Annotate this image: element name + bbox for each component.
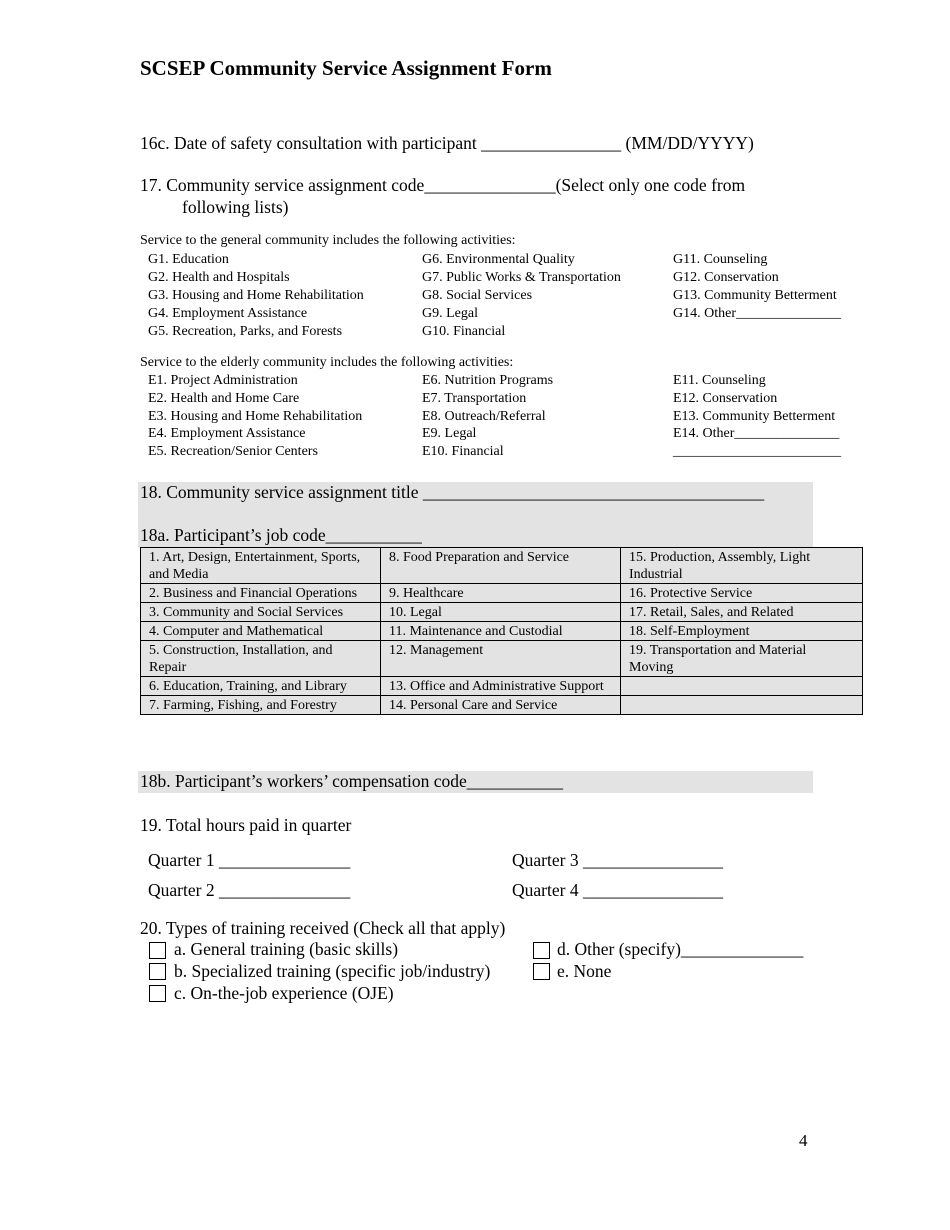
q18-title-field[interactable]: _______________________________________ [422,482,765,502]
table-cell [621,696,863,715]
training-c-label: c. On-the-job experience (OJE) [174,983,394,1003]
form-title: SCSEP Community Service Assignment Form [140,56,552,80]
elderly-codes-col3 [673,372,841,461]
table-row [141,548,863,584]
training-a-label: a. General training (basic skills) [174,939,399,959]
table-cell: 13. Office and Administrative Support [381,677,621,696]
training-e-label: e. None [557,961,612,981]
code-option: E7. Transportation [422,390,527,406]
table-cell: 12. Management [381,641,621,677]
q17-label: 17. Community service assignment code_______________(Select only one code from [140,175,746,195]
table-cell: 3. Community and Social Services [141,603,381,622]
table-row [141,584,863,603]
code-option: E13. Community Betterment [673,408,836,424]
table-cell [621,677,863,696]
quarter-1-field[interactable]: Quarter 1 _______________ [148,850,351,870]
code-option: E4. Employment Assistance [148,426,306,442]
training-e-checkbox[interactable] [533,963,550,980]
quarter-4-field[interactable]: Quarter 4 ________________ [512,880,723,900]
training-c-checkbox[interactable] [149,985,166,1002]
code-option: E11. Counseling [673,373,766,388]
elderly-codes-col1 [148,372,362,461]
code-option: G12. Conservation [673,270,779,285]
table-cell: 7. Farming, Fishing, and Forestry [141,696,381,715]
code-option: E10. Financial [422,444,504,459]
code-option-other-line[interactable]: ________________________ [673,444,841,459]
general-codes-col3 [673,251,841,323]
table-cell: 17. Retail, Sales, and Related [621,603,863,622]
code-option: G1. Education [148,252,229,267]
table-row [141,696,863,715]
code-option: E9. Legal [422,426,477,442]
q18-label: 18. Community service assignment title [140,482,419,502]
code-option: G3. Housing and Home Rehabilitation [148,288,364,303]
table-row [141,641,863,677]
table-cell: 4. Computer and Mathematical [141,622,381,641]
table-cell: 16. Protective Service [621,584,863,603]
table-cell: 15. Production, Assembly, Light Industrial [621,548,863,584]
q16c-date-field[interactable]: ________________ [481,133,622,153]
table-cell: 1. Art, Design, Entertainment, Sports, and Media [141,548,381,584]
code-option: G2. Health and Hospitals [148,270,290,285]
code-option: G4. Employment Assistance [148,306,308,321]
table-cell: 8. Food Preparation and Service [381,548,621,584]
quarter-3-field[interactable]: Quarter 3 ________________ [512,850,723,870]
q18-line [140,482,764,503]
training-b-checkbox[interactable] [149,963,166,980]
elderly-community-intro: Service to the elderly community includes the following activities: [140,355,514,370]
code-option: G5. Recreation, Parks, and Forests [148,324,343,339]
q18b-comp-code-field[interactable]: 18b. Participant’s workers’ compensation code___________ [140,771,563,791]
code-option: G9. Legal [422,306,478,321]
general-codes-col2 [422,251,621,341]
quarter-2-field[interactable]: Quarter 2 _______________ [148,880,351,900]
code-option-other[interactable]: G14. Other_______________ [673,306,841,321]
training-d-label[interactable]: d. Other (specify)______________ [557,939,804,959]
page-number: 4 [799,1131,808,1150]
table-row [141,622,863,641]
training-d-checkbox[interactable] [533,942,550,959]
table-cell: 14. Personal Care and Service [381,696,621,715]
table-cell: 18. Self-Employment [621,622,863,641]
code-option: E12. Conservation [673,390,778,406]
code-option: G13. Community Betterment [673,288,837,303]
table-cell: 10. Legal [381,603,621,622]
q16c-label: 16c. Date of safety consultation with participant [140,133,477,153]
table-cell: 9. Healthcare [381,584,621,603]
general-codes-col1 [148,251,364,341]
training-a-checkbox[interactable] [149,942,166,959]
general-community-intro: Service to the general community includes the following activities: [140,233,516,248]
elderly-codes-col2 [422,372,553,461]
q19-label: 19. Total hours paid in quarter [140,815,352,835]
q16c-line [140,133,754,154]
q17-label-cont: following lists) [182,197,289,217]
code-option: G7. Public Works & Transportation [422,270,621,285]
q16c-date-format: (MM/DD/YYYY) [625,133,754,153]
code-option-other[interactable]: E14. Other_______________ [673,426,840,442]
code-option: E6. Nutrition Programs [422,373,554,388]
code-option: E8. Outreach/Referral [422,408,546,424]
table-cell: 2. Business and Financial Operations [141,584,381,603]
code-option: E5. Recreation/Senior Centers [148,444,318,459]
code-option: G11. Counseling [673,252,768,267]
q20-label: 20. Types of training received (Check all that apply) [140,918,506,938]
code-option: G10. Financial [422,324,506,339]
table-cell: 6. Education, Training, and Library [141,677,381,696]
table-cell: 19. Transportation and Material Moving [621,641,863,677]
code-option: E1. Project Administration [148,373,298,388]
code-option: E2. Health and Home Care [148,390,300,406]
q18a-job-code-field[interactable]: 18a. Participant’s job code___________ [140,525,422,545]
code-option: G6. Environmental Quality [422,252,575,267]
table-cell: 5. Construction, Installation, and Repair [141,641,381,677]
code-option: E3. Housing and Home Rehabilitation [148,408,363,424]
table-row [141,603,863,622]
code-option: G8. Social Services [422,288,533,303]
training-b-label: b. Specialized training (specific job/industry) [174,961,491,981]
table-row [141,677,863,696]
table-cell: 11. Maintenance and Custodial [381,622,621,641]
job-code-table [140,547,863,715]
